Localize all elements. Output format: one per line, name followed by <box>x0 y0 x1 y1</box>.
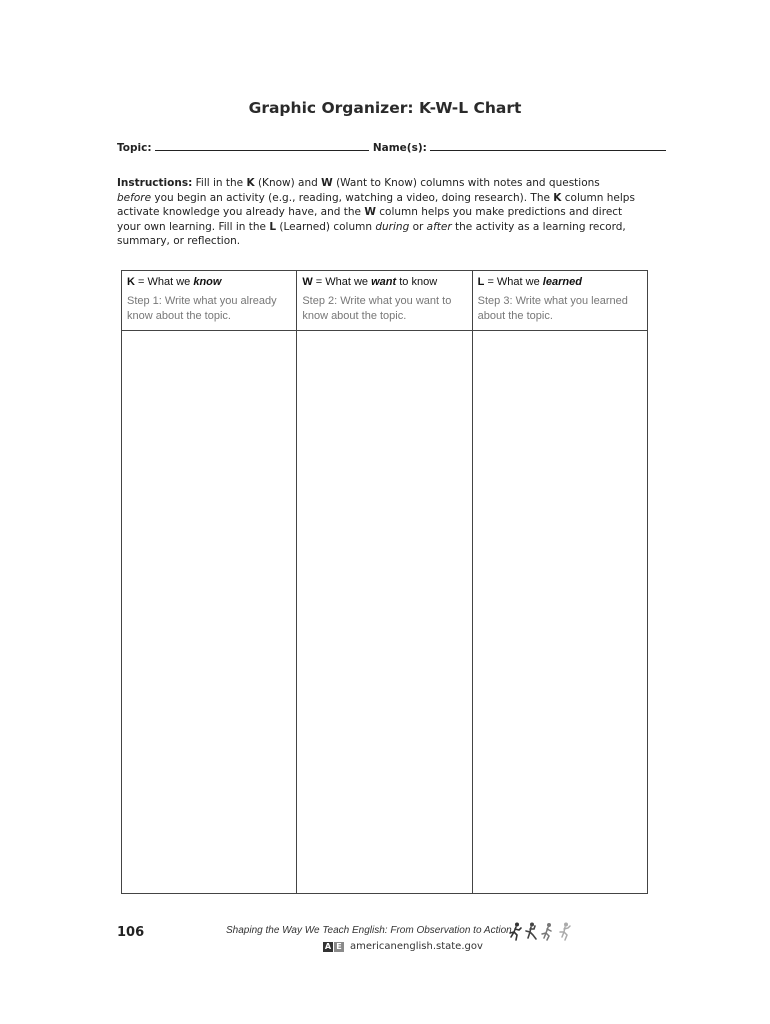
w-emph: want <box>371 276 397 288</box>
instructions-after: after <box>426 220 452 233</box>
topic-label: Topic: <box>117 142 152 154</box>
instructions-text: column helps activate knowledge you already have, and the <box>117 191 635 219</box>
k-column-writing-area[interactable] <box>122 331 296 893</box>
topic-names-line <box>117 140 657 154</box>
instructions-l: L <box>269 220 277 233</box>
instructions-k: K <box>246 177 255 189</box>
instructions-before: before <box>117 191 152 204</box>
w-prefix: = What we <box>312 276 372 288</box>
american-english-logo <box>323 942 344 952</box>
logo-e: E <box>334 942 344 952</box>
instructions-text: (Know) and <box>254 177 322 189</box>
k-column-step: Step 1: Write what you already know about the topic. <box>127 295 277 322</box>
k-column-header <box>122 271 296 331</box>
instructions-text: (Want to Know) columns with notes and questions <box>332 177 600 189</box>
l-column-writing-area[interactable] <box>473 331 647 893</box>
k-column-title <box>127 276 291 288</box>
w-suffix: to know <box>396 276 438 288</box>
instructions-text: (Learned) column <box>276 220 376 233</box>
instructions-text: you begin an activity (e.g., reading, watching a video, doing research). The <box>151 191 554 204</box>
instructions-paragraph <box>117 176 637 249</box>
k-column <box>122 271 297 893</box>
instructions-text: column helps you make predictions and direct your own learning. Fill in the <box>117 206 623 233</box>
runner-icons <box>508 921 574 945</box>
k-letter: K <box>127 276 135 288</box>
instructions-label: Instructions: <box>117 177 193 189</box>
logo-a: A <box>324 941 332 951</box>
page-title: Graphic Organizer: K-W-L Chart <box>248 99 522 117</box>
instructions-w: W <box>321 177 333 189</box>
footer-book-title: Shaping the Way We Teach English: From Observation to Action <box>226 925 512 936</box>
k-prefix: = What we <box>134 276 194 288</box>
instructions-text: the activity as a learning record, summary, or reflection. <box>117 220 626 248</box>
topic-blank[interactable] <box>155 140 369 151</box>
footer-url-line <box>323 941 483 952</box>
kwl-chart-table <box>121 270 648 894</box>
w-column-writing-area[interactable] <box>297 331 471 893</box>
k-emph: know <box>193 276 222 288</box>
l-letter: L <box>477 276 485 288</box>
instructions-w2: W <box>364 206 376 219</box>
l-column-title <box>478 276 642 288</box>
instructions-k2: K <box>553 191 562 204</box>
l-column-header <box>473 271 647 331</box>
page-number: 106 <box>117 925 145 940</box>
instructions-text: or <box>409 220 427 233</box>
w-letter: W <box>302 276 313 288</box>
footer-url[interactable]: americanenglish.state.gov <box>350 941 483 952</box>
w-column <box>297 271 472 893</box>
instructions-during: during <box>375 220 410 233</box>
l-column <box>473 271 647 893</box>
w-column-header <box>297 271 471 331</box>
names-blank[interactable] <box>430 140 666 151</box>
l-prefix: = What we <box>484 276 543 288</box>
instructions-text: Fill in the <box>192 177 247 189</box>
w-column-title <box>302 276 466 288</box>
w-column-step: Step 2: Write what you want to know about the topic. <box>302 295 452 322</box>
l-column-step: Step 3: Write what you learned about the topic. <box>477 295 628 322</box>
runner-icon-group <box>508 921 574 941</box>
names-label: Name(s): <box>372 142 427 154</box>
l-emph: learned <box>542 276 582 288</box>
